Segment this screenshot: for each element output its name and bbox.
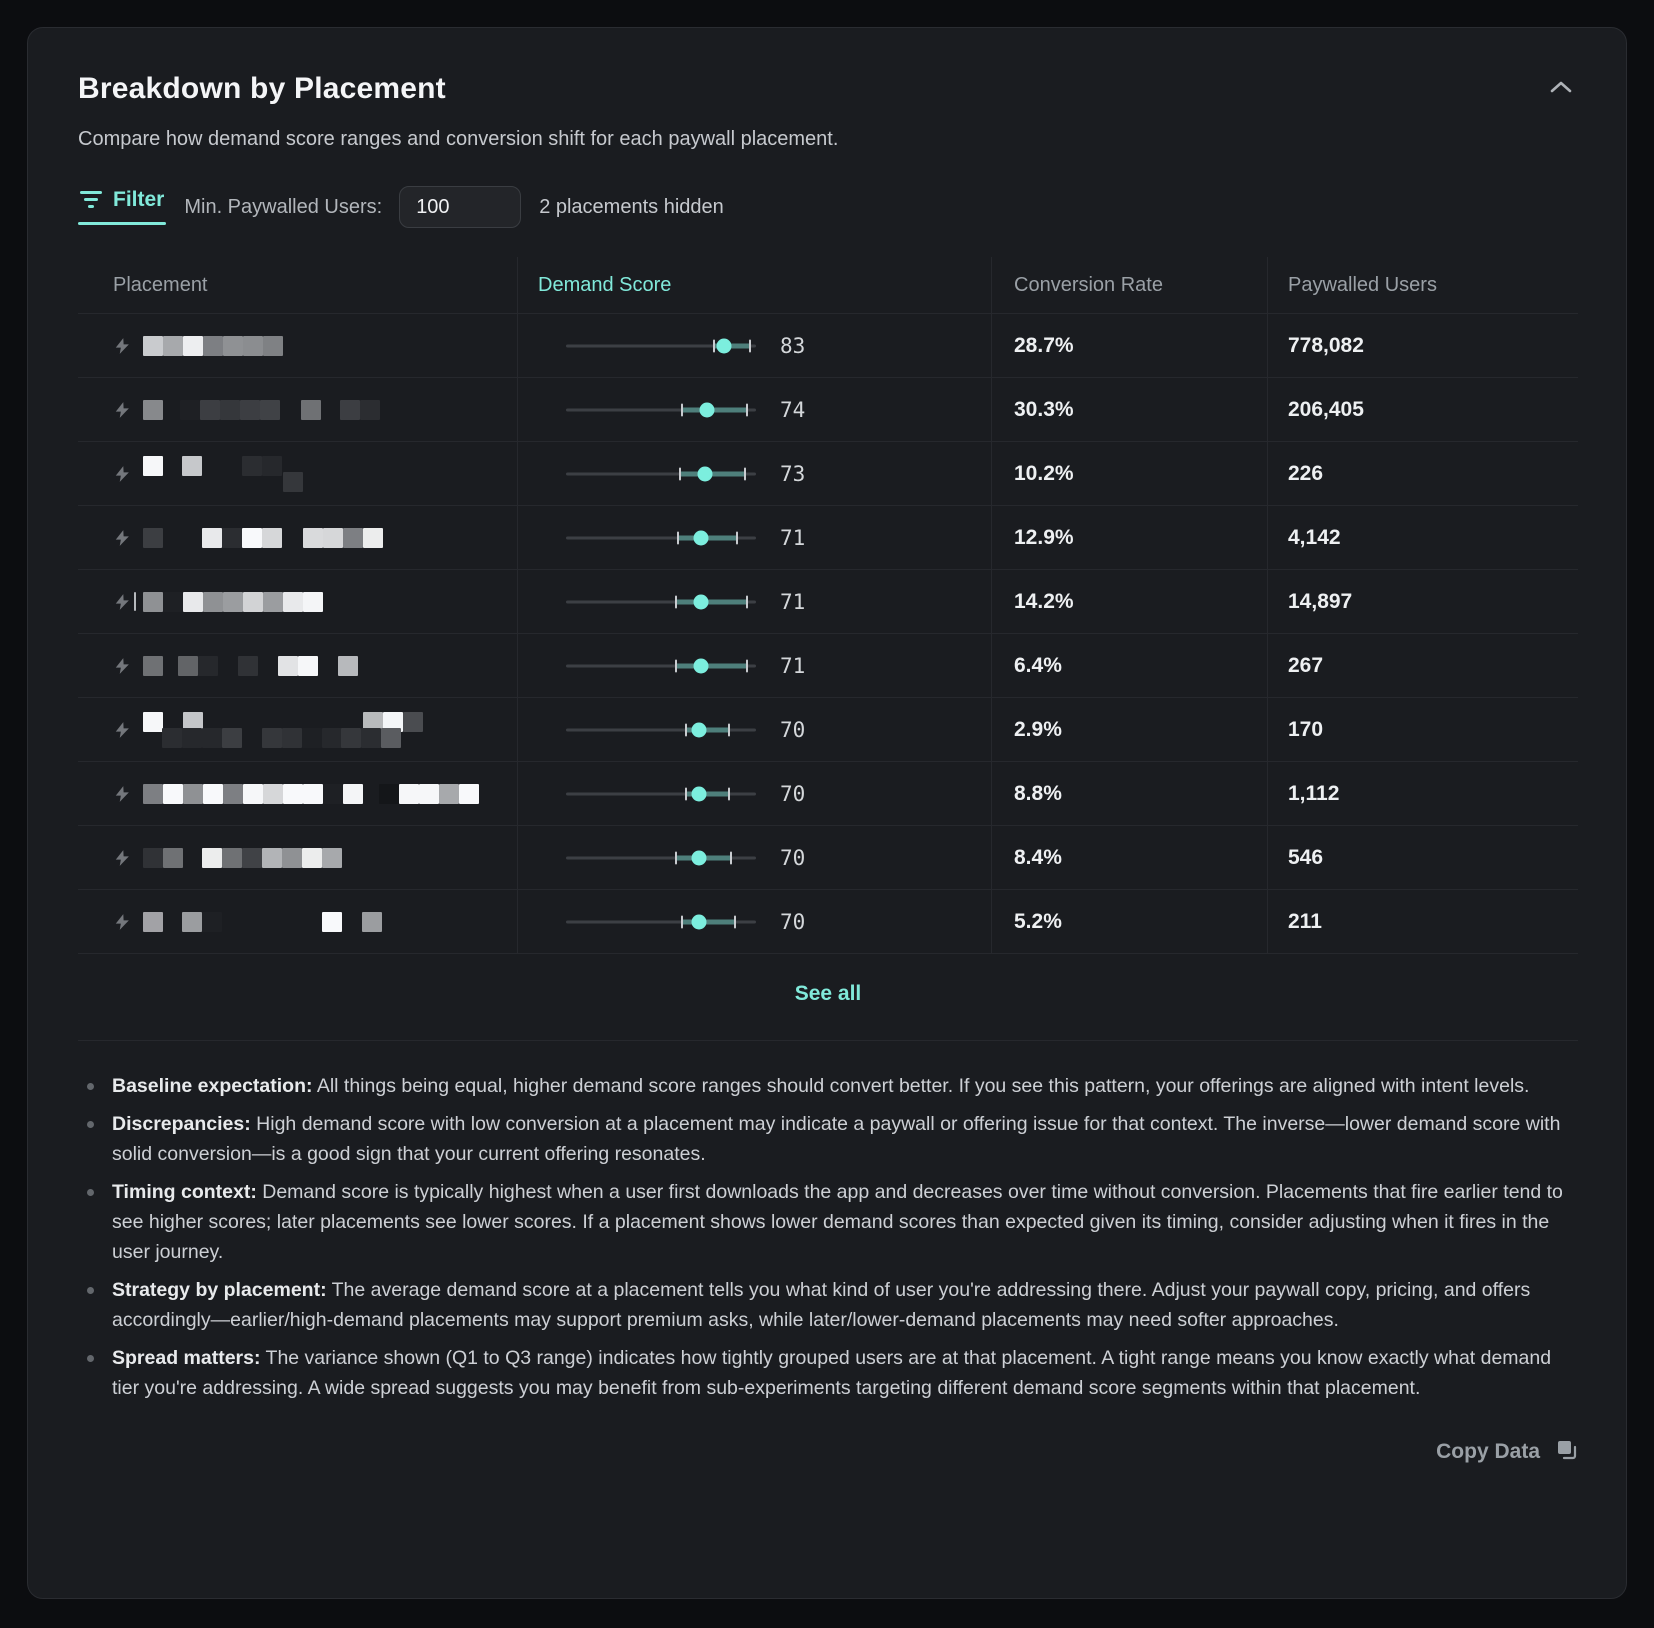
insight-item: Baseline expectation: All things being equal, higher demand score ranges should convert better. If you see this pattern, your offerings are aligned with intent levels.: [86, 1071, 1566, 1101]
redaction-block: [283, 472, 303, 492]
redaction-block: [163, 848, 183, 868]
filter-bar: [78, 181, 1578, 233]
redaction-block: [180, 400, 200, 420]
paywalled-users-cell: 778,082: [1267, 314, 1578, 377]
demand-score-value: 70: [780, 909, 806, 934]
redaction-block: [143, 592, 163, 612]
demand-score-cell: [517, 378, 991, 441]
redaction-line: [143, 400, 517, 420]
slider-tick: [744, 467, 746, 480]
conversion-rate-cell: 14.2%: [991, 570, 1267, 633]
redaction-block: [222, 528, 242, 548]
demand-score-value: 71: [780, 653, 806, 678]
slider-median-dot: [697, 466, 712, 481]
redaction-block: [363, 528, 383, 548]
redaction-block: [243, 784, 263, 804]
demand-score-range-slider: [566, 913, 756, 931]
slider-tick: [677, 531, 679, 544]
demand-score-value: 70: [780, 781, 806, 806]
slider-median-dot: [692, 722, 707, 737]
demand-score-cell: [517, 506, 991, 569]
demand-score-cell: [517, 314, 991, 377]
redaction-line: [143, 656, 517, 676]
table-row: [78, 441, 1578, 505]
paywalled-users-cell: 1,112: [1267, 762, 1578, 825]
hidden-placements-note: 2 placements hidden: [539, 195, 724, 218]
redaction-block: [322, 912, 342, 932]
redaction-block: [242, 848, 262, 868]
redaction-block: [260, 400, 280, 420]
demand-score-range-slider: [566, 337, 756, 355]
demand-score-value: 70: [780, 717, 806, 742]
redaction-block: [283, 592, 303, 612]
redaction-block: [263, 336, 283, 356]
insight-lead: Spread matters:: [112, 1347, 261, 1369]
demand-score-cell: [517, 890, 991, 953]
table-row: [78, 697, 1578, 761]
slider-median-dot: [692, 914, 707, 929]
redaction-block: [263, 784, 283, 804]
zap-icon: [113, 911, 143, 933]
placement-cell: [78, 570, 517, 633]
redaction-block: [143, 912, 163, 932]
redaction-block: [323, 784, 343, 804]
slider-tick: [749, 339, 751, 352]
table-row: [78, 633, 1578, 697]
redaction-block: [301, 400, 321, 420]
redaction-block: [182, 912, 202, 932]
redaction-block: [282, 728, 302, 748]
redaction-block: [262, 848, 282, 868]
redaction-block: [178, 656, 198, 676]
slider-tick: [681, 915, 683, 928]
column-header-placement: Placement: [113, 273, 208, 296]
conversion-rate-cell: 8.8%: [991, 762, 1267, 825]
redaction-block: [242, 528, 262, 548]
zap-icon: [113, 719, 143, 741]
demand-score-range-slider: [566, 721, 756, 739]
conversion-rate-cell: 30.3%: [991, 378, 1267, 441]
redacted-placement-name: [143, 898, 517, 946]
redaction-block: [163, 592, 183, 612]
redaction-block: [203, 784, 223, 804]
filter-tab-label: Filter: [113, 188, 165, 211]
redaction-block: [361, 728, 381, 748]
redaction-block: [182, 728, 202, 748]
slider-median-dot: [693, 530, 708, 545]
redaction-block: [343, 528, 363, 548]
zap-icon: [113, 655, 143, 677]
redaction-block: [202, 912, 222, 932]
redaction-block: [323, 528, 343, 548]
redaction-block: [183, 592, 203, 612]
slider-tick: [746, 595, 748, 608]
filter-tab-underline: [78, 222, 166, 225]
insight-item: Discrepancies: High demand score with low conversion at a placement may indicate a paywall or offering issue for that context. The inverse—lower demand score with solid conversion—is a good sign that your current offering resonates.: [86, 1109, 1566, 1169]
redaction-block: [143, 400, 163, 420]
slider-iqr-range: [676, 599, 746, 604]
see-all-link[interactable]: See all: [794, 982, 862, 1005]
paywalled-users-cell: 226: [1267, 442, 1578, 505]
slider-tick: [713, 339, 715, 352]
slider-median-dot: [699, 402, 714, 417]
demand-score-range-slider: [566, 849, 756, 867]
placement-cell: [78, 442, 517, 505]
paywalled-users-cell: 14,897: [1267, 570, 1578, 633]
slider-tick: [728, 787, 730, 800]
demand-score-cell: [517, 634, 991, 697]
redaction-block: [303, 592, 323, 612]
redaction-block: [162, 728, 182, 748]
paywalled-users-cell: 211: [1267, 890, 1578, 953]
redacted-placement-name: [143, 834, 517, 882]
redaction-block: [341, 728, 361, 748]
redacted-placement-name: [143, 642, 517, 690]
slider-tick: [675, 659, 677, 672]
placement-cell: [78, 762, 517, 825]
chevron-up-icon: [1548, 84, 1574, 99]
redaction-line: [143, 528, 517, 548]
redacted-placement-name: [143, 770, 517, 818]
redaction-block: [143, 528, 163, 548]
insight-lead: Strategy by placement:: [112, 1279, 327, 1301]
redaction-block: [338, 656, 358, 676]
redaction-line: [143, 336, 517, 356]
redaction-block: [262, 528, 282, 548]
slider-iqr-range: [680, 471, 745, 476]
column-header-conversion-rate: Conversion Rate: [991, 257, 1267, 313]
redaction-block: [343, 784, 363, 804]
conversion-rate-cell: 12.9%: [991, 506, 1267, 569]
demand-score-value: 73: [780, 461, 806, 486]
insight-item: Timing context: Demand score is typically highest when a user first downloads the app and decreases over time without conversion. Placements that fire earlier tend to see higher scores; later placements see lower scores. If a placement shows lower demand scores than expected given its timing, consider adjusting when it fires in the user journey.: [86, 1177, 1566, 1267]
redaction-block: [143, 784, 163, 804]
slider-tick: [746, 403, 748, 416]
redacted-placement-name: [143, 386, 517, 434]
redaction-block: [419, 784, 439, 804]
slider-median-dot: [716, 338, 731, 353]
redaction-line: [143, 472, 517, 492]
insight-lead: Timing context:: [112, 1181, 257, 1203]
paywalled-users-cell: 4,142: [1267, 506, 1578, 569]
redaction-block: [222, 728, 242, 748]
zap-icon: [113, 463, 143, 485]
paywalled-users-cell: 546: [1267, 826, 1578, 889]
redaction-block: [379, 784, 399, 804]
redaction-block: [222, 848, 242, 868]
zap-icon: [113, 783, 143, 805]
redacted-placement-name: [143, 578, 517, 626]
redaction-line: [143, 592, 517, 612]
table-row: [78, 505, 1578, 569]
page-title: Breakdown by Placement: [78, 72, 446, 105]
demand-score-value: 70: [780, 845, 806, 870]
slider-tick: [685, 787, 687, 800]
conversion-rate-cell: 2.9%: [991, 698, 1267, 761]
redacted-placement-name: [143, 706, 517, 754]
redaction-block: [243, 336, 263, 356]
conversion-rate-cell: 6.4%: [991, 634, 1267, 697]
tab-filter[interactable]: [78, 189, 166, 225]
insight-item: Strategy by placement: The average demand score at a placement tells you what kind of user you're addressing there. Adjust your paywall copy, pricing, and offers accordingly—earlier/high-demand placements may support premium asks, while later/lower-demand placements may need softer approaches.: [86, 1275, 1566, 1335]
redaction-line: [143, 784, 517, 804]
min-paywalled-users-label: Min. Paywalled Users:: [184, 195, 383, 218]
paywalled-users-cell: 206,405: [1267, 378, 1578, 441]
funnel-icon: [80, 191, 102, 211]
placement-cell: [78, 378, 517, 441]
redaction-block: [263, 592, 283, 612]
redaction-block: [143, 848, 163, 868]
redaction-block: [203, 592, 223, 612]
slider-median-dot: [692, 786, 707, 801]
zap-icon: [113, 527, 143, 549]
slider-tick: [746, 659, 748, 672]
redaction-block: [163, 336, 183, 356]
redaction-block: [203, 336, 223, 356]
demand-score-cell: [517, 570, 991, 633]
placement-cell: [78, 698, 517, 761]
slider-tick: [728, 723, 730, 736]
table-row: [78, 569, 1578, 633]
min-paywalled-users-input[interactable]: [399, 186, 521, 228]
slider-iqr-range: [676, 663, 746, 668]
redaction-block: [340, 400, 360, 420]
conversion-rate-cell: 5.2%: [991, 890, 1267, 953]
slider-tick: [681, 403, 683, 416]
zap-line-icon: [113, 591, 143, 613]
redaction-block: [262, 728, 282, 748]
table-header-row: [78, 257, 1578, 313]
slider-tick: [675, 595, 677, 608]
demand-score-range-slider: [566, 401, 756, 419]
redaction-block: [223, 592, 243, 612]
redaction-block: [223, 336, 243, 356]
redaction-block: [183, 336, 203, 356]
demand-score-range-slider: [566, 593, 756, 611]
redaction-block: [282, 848, 302, 868]
redaction-block: [459, 784, 479, 804]
breakdown-by-placement-card: [27, 27, 1627, 1599]
zap-icon: [113, 399, 143, 421]
footer-row: [78, 1439, 1578, 1464]
copy-data-button[interactable]: [1436, 1439, 1578, 1464]
redaction-block: [302, 728, 322, 748]
insight-lead: Baseline expectation:: [112, 1075, 313, 1097]
redaction-block: [202, 528, 222, 548]
slider-tick: [685, 723, 687, 736]
redaction-block: [202, 848, 222, 868]
slider-median-dot: [693, 658, 708, 673]
redaction-line: [143, 848, 517, 868]
conversion-rate-cell: 10.2%: [991, 442, 1267, 505]
placement-cell: [78, 890, 517, 953]
slider-tick: [734, 915, 736, 928]
demand-score-cell: [517, 442, 991, 505]
demand-score-range-slider: [566, 785, 756, 803]
redaction-block: [202, 728, 222, 748]
table-row: [78, 761, 1578, 825]
demand-score-value: 71: [780, 589, 806, 614]
copy-data-label: Copy Data: [1436, 1439, 1540, 1463]
paywalled-users-cell: 267: [1267, 634, 1578, 697]
slider-tick: [679, 467, 681, 480]
table-body: [78, 313, 1578, 953]
conversion-rate-cell: 8.4%: [991, 826, 1267, 889]
demand-score-value: 74: [780, 397, 806, 422]
redaction-line: [143, 728, 517, 748]
placement-cell: [78, 506, 517, 569]
insights-list: [78, 1041, 1578, 1417]
redaction-block: [183, 784, 203, 804]
zap-icon: [113, 335, 143, 357]
placement-cell: [78, 826, 517, 889]
slider-median-dot: [692, 850, 707, 865]
redaction-block: [439, 784, 459, 804]
paywalled-users-cell: 170: [1267, 698, 1578, 761]
slider-iqr-range: [682, 407, 747, 412]
redaction-block: [302, 848, 322, 868]
card-header: [78, 72, 1578, 106]
redaction-block: [303, 528, 323, 548]
redaction-block: [322, 728, 342, 748]
zap-icon: [113, 847, 143, 869]
slider-tick: [736, 531, 738, 544]
demand-score-value: 83: [780, 333, 806, 358]
collapse-button[interactable]: [1544, 74, 1578, 103]
redaction-block: [362, 912, 382, 932]
slider-iqr-range: [682, 919, 735, 924]
insight-lead: Discrepancies:: [112, 1113, 251, 1135]
redaction-block: [163, 784, 183, 804]
conversion-rate-cell: 28.7%: [991, 314, 1267, 377]
redaction-block: [223, 784, 243, 804]
redaction-block: [240, 400, 260, 420]
demand-score-range-slider: [566, 529, 756, 547]
demand-score-cell: [517, 698, 991, 761]
demand-score-cell: [517, 762, 991, 825]
redaction-block: [298, 656, 318, 676]
column-header-demand-score: Demand Score: [517, 257, 991, 313]
redaction-block: [283, 784, 303, 804]
insight-item: Spread matters: The variance shown (Q1 to Q3 range) indicates how tightly grouped users are at that placement. A tight range means you know exactly what demand tier you're addressing. A wide spread suggests you may benefit from sub-experiments targeting different demand score segments within that placement.: [86, 1343, 1566, 1403]
placement-cell: [78, 314, 517, 377]
column-header-paywalled-users: Paywalled Users: [1267, 257, 1578, 313]
redacted-placement-name: [143, 322, 517, 370]
slider-median-dot: [693, 594, 708, 609]
table-row: [78, 313, 1578, 377]
redaction-block: [399, 784, 419, 804]
see-all-wrap: [78, 954, 1578, 1040]
redaction-line: [143, 912, 517, 932]
redaction-block: [278, 656, 298, 676]
table-row: [78, 377, 1578, 441]
redacted-placement-name: [143, 514, 517, 562]
redaction-block: [322, 848, 342, 868]
redaction-block: [303, 784, 323, 804]
table-row: [78, 825, 1578, 889]
redaction-block: [360, 400, 380, 420]
redaction-block: [381, 728, 401, 748]
redaction-block: [143, 336, 163, 356]
placement-table: [78, 257, 1578, 954]
demand-score-range-slider: [566, 657, 756, 675]
demand-score-cell: [517, 826, 991, 889]
table-row: [78, 889, 1578, 953]
card-subtitle: Compare how demand score ranges and conversion shift for each paywall placement.: [78, 128, 839, 150]
redaction-block: [243, 592, 263, 612]
demand-score-value: 71: [780, 525, 806, 550]
redacted-placement-name: [143, 450, 517, 498]
redaction-block: [238, 656, 258, 676]
copy-icon: [1556, 1439, 1578, 1464]
redaction-block: [220, 400, 240, 420]
redaction-block: [198, 656, 218, 676]
slider-tick: [730, 851, 732, 864]
placement-cell: [78, 634, 517, 697]
redaction-block: [143, 656, 163, 676]
demand-score-range-slider: [566, 465, 756, 483]
slider-tick: [675, 851, 677, 864]
redaction-block: [200, 400, 220, 420]
